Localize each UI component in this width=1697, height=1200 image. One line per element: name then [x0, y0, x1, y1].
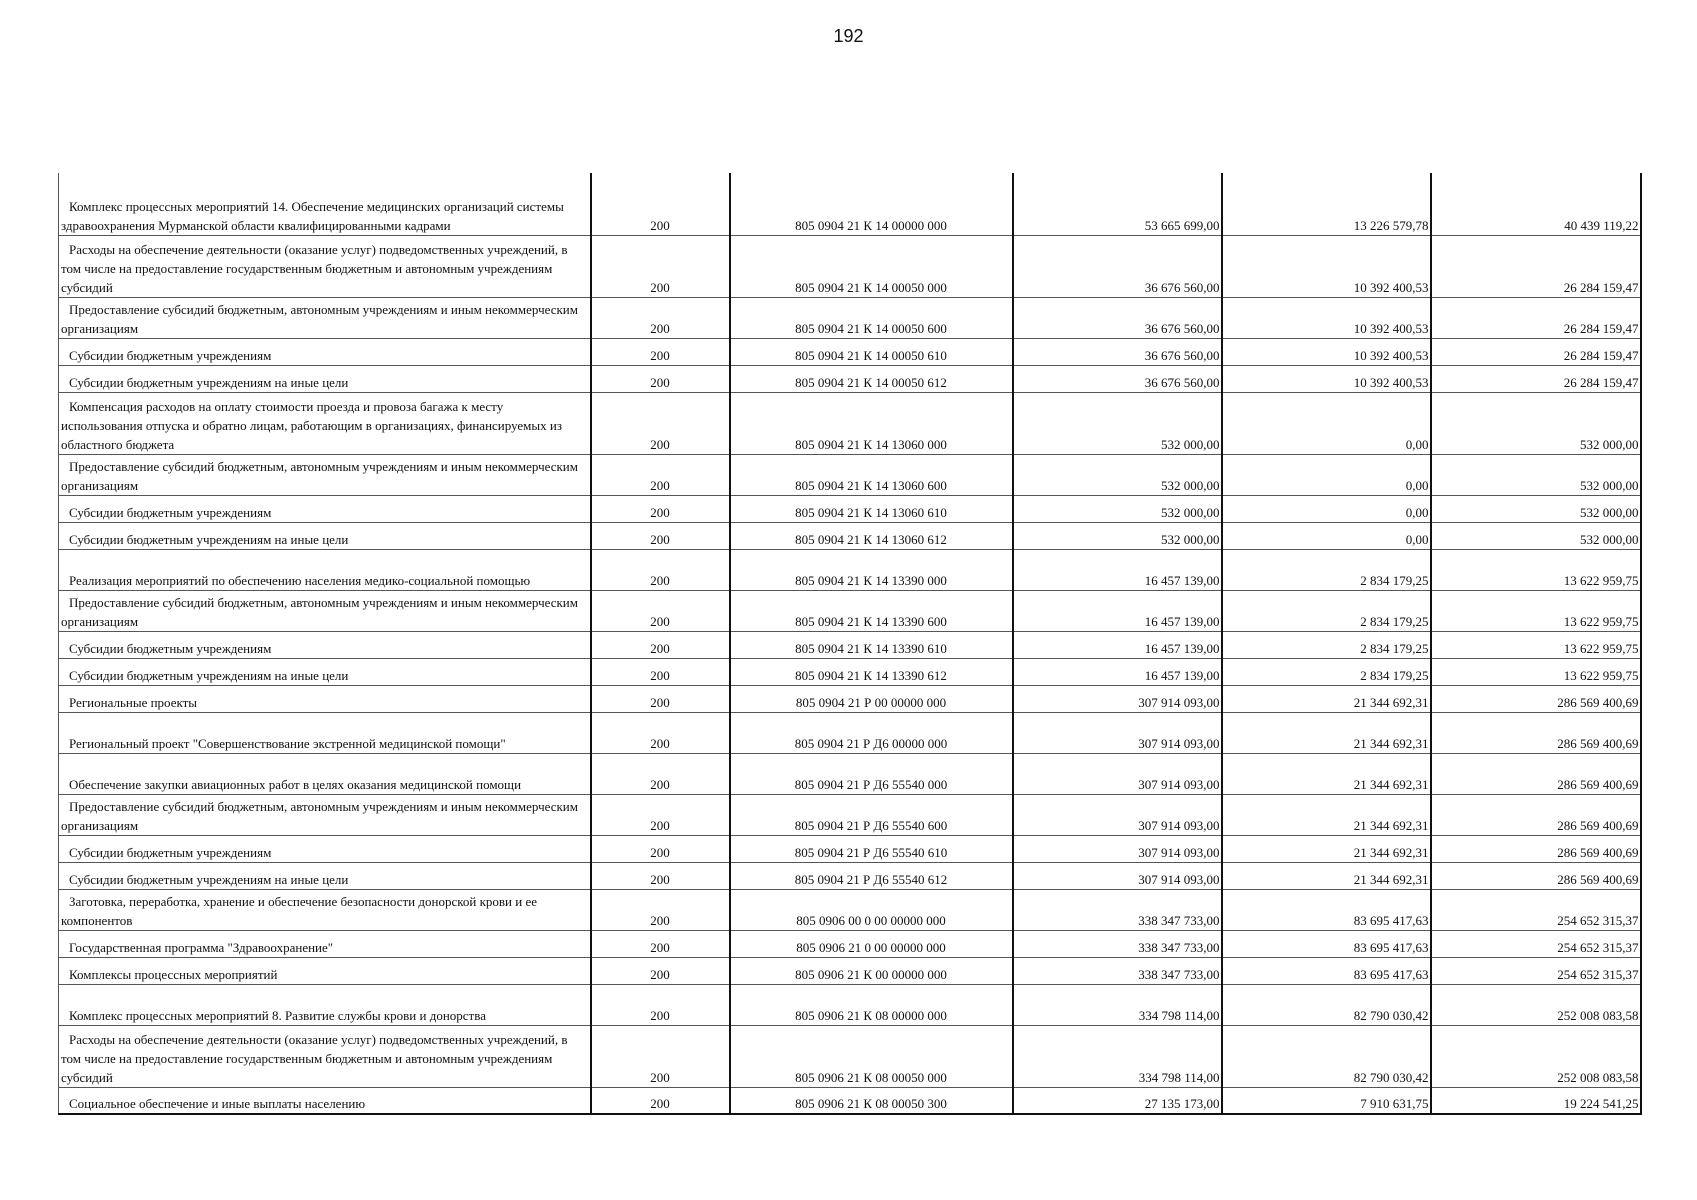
row-line-code-cell: 200	[591, 549, 730, 590]
table-row	[59, 658, 1641, 685]
row-executed-amount-cell: 7 910 631,75	[1222, 1087, 1431, 1114]
row-budget-code-cell: 805 0904 21 К 14 00000 000	[730, 173, 1013, 235]
row-line-code-cell: 200	[591, 392, 730, 454]
row-approved-amount-cell: 27 135 173,00	[1013, 1087, 1222, 1114]
table-row	[59, 631, 1641, 658]
row-executed-amount-cell: 82 790 030,42	[1222, 984, 1431, 1025]
row-executed-amount-cell: 0,00	[1222, 454, 1431, 495]
table-row	[59, 522, 1641, 549]
row-budget-code-cell: 805 0904 21 К 14 13060 600	[730, 454, 1013, 495]
row-approved-amount-cell: 36 676 560,00	[1013, 338, 1222, 365]
row-budget-code-cell: 805 0904 21 К 14 13390 600	[730, 590, 1013, 631]
row-approved-amount-cell: 338 347 733,00	[1013, 930, 1222, 957]
row-budget-code-cell: 805 0906 21 К 00 00000 000	[730, 957, 1013, 984]
row-name-cell	[59, 338, 591, 365]
row-name-cell	[59, 957, 591, 984]
row-remaining-amount-cell: 286 569 400,69	[1431, 753, 1641, 794]
row-name-text: Комплекс процессных мероприятий 8. Развитие службы крови и донорства	[69, 1007, 486, 1023]
row-approved-amount-cell: 53 665 699,00	[1013, 173, 1222, 235]
table-body	[59, 173, 1641, 1114]
row-budget-code-cell: 805 0904 21 К 14 13060 000	[730, 392, 1013, 454]
row-approved-amount-cell: 307 914 093,00	[1013, 835, 1222, 862]
row-executed-amount-cell: 21 344 692,31	[1222, 712, 1431, 753]
row-budget-code-cell: 805 0904 21 Р Д6 00000 000	[730, 712, 1013, 753]
row-executed-amount-cell: 10 392 400,53	[1222, 365, 1431, 392]
row-remaining-amount-cell: 254 652 315,37	[1431, 889, 1641, 930]
row-line-code-cell: 200	[591, 712, 730, 753]
row-name-text: Государственная программа "Здравоохранение"	[69, 939, 334, 955]
row-approved-amount-cell: 307 914 093,00	[1013, 685, 1222, 712]
row-approved-amount-cell: 36 676 560,00	[1013, 297, 1222, 338]
row-line-code-cell: 200	[591, 984, 730, 1025]
row-name-cell	[59, 1025, 591, 1087]
row-budget-code-cell: 805 0904 21 К 14 00050 612	[730, 365, 1013, 392]
row-name-cell	[59, 549, 591, 590]
row-executed-amount-cell: 2 834 179,25	[1222, 658, 1431, 685]
row-remaining-amount-cell: 26 284 159,47	[1431, 235, 1641, 297]
row-remaining-amount-cell: 19 224 541,25	[1431, 1087, 1641, 1114]
table-row	[59, 685, 1641, 712]
row-remaining-amount-cell: 254 652 315,37	[1431, 930, 1641, 957]
row-budget-code-cell: 805 0904 21 К 14 13390 000	[730, 549, 1013, 590]
row-budget-code-cell: 805 0904 21 К 14 00050 000	[730, 235, 1013, 297]
row-remaining-amount-cell: 13 622 959,75	[1431, 549, 1641, 590]
row-approved-amount-cell: 307 914 093,00	[1013, 712, 1222, 753]
row-name-text: Расходы на обеспечение деятельности (оказание услуг) подведомственных учреждений, в том числе на предоставление государственным бюджетным и автономным учреждениям субсидий	[61, 241, 568, 295]
row-remaining-amount-cell: 532 000,00	[1431, 495, 1641, 522]
row-name-text: Реализация мероприятий по обеспечению населения медико-социальной помощью	[69, 572, 531, 588]
row-name-cell	[59, 590, 591, 631]
row-line-code-cell: 200	[591, 454, 730, 495]
row-name-text: Региональные проекты	[69, 694, 198, 710]
row-name-cell	[59, 1087, 591, 1114]
row-approved-amount-cell: 16 457 139,00	[1013, 549, 1222, 590]
row-executed-amount-cell: 10 392 400,53	[1222, 338, 1431, 365]
row-executed-amount-cell: 2 834 179,25	[1222, 549, 1431, 590]
row-name-text: Субсидии бюджетным учреждениям	[69, 347, 272, 363]
table-row	[59, 984, 1641, 1025]
table-row	[59, 495, 1641, 522]
row-budget-code-cell: 805 0904 21 К 14 13060 610	[730, 495, 1013, 522]
row-remaining-amount-cell: 532 000,00	[1431, 454, 1641, 495]
table-row	[59, 590, 1641, 631]
row-line-code-cell: 200	[591, 522, 730, 549]
row-line-code-cell: 200	[591, 338, 730, 365]
row-remaining-amount-cell: 26 284 159,47	[1431, 297, 1641, 338]
row-approved-amount-cell: 36 676 560,00	[1013, 365, 1222, 392]
table-row	[59, 930, 1641, 957]
row-name-cell	[59, 297, 591, 338]
table-row	[59, 392, 1641, 454]
row-line-code-cell: 200	[591, 365, 730, 392]
row-executed-amount-cell: 0,00	[1222, 392, 1431, 454]
row-approved-amount-cell: 338 347 733,00	[1013, 889, 1222, 930]
row-executed-amount-cell: 21 344 692,31	[1222, 794, 1431, 835]
row-budget-code-cell: 805 0904 21 К 14 13060 612	[730, 522, 1013, 549]
row-executed-amount-cell: 21 344 692,31	[1222, 835, 1431, 862]
row-name-cell	[59, 173, 591, 235]
row-budget-code-cell: 805 0906 21 К 08 00000 000	[730, 984, 1013, 1025]
table-row	[59, 753, 1641, 794]
row-executed-amount-cell: 21 344 692,31	[1222, 685, 1431, 712]
row-executed-amount-cell: 2 834 179,25	[1222, 631, 1431, 658]
row-remaining-amount-cell: 286 569 400,69	[1431, 685, 1641, 712]
row-line-code-cell: 200	[591, 658, 730, 685]
row-name-text: Расходы на обеспечение деятельности (оказание услуг) подведомственных учреждений, в том числе на предоставление государственным бюджетным и автономным учреждениям субсидий	[61, 1031, 568, 1085]
row-executed-amount-cell: 21 344 692,31	[1222, 753, 1431, 794]
row-line-code-cell: 200	[591, 862, 730, 889]
row-line-code-cell: 200	[591, 495, 730, 522]
row-name-text: Обеспечение закупки авиационных работ в целях оказания медицинской помощи	[69, 776, 522, 792]
row-approved-amount-cell: 532 000,00	[1013, 454, 1222, 495]
row-remaining-amount-cell: 532 000,00	[1431, 522, 1641, 549]
row-name-cell	[59, 658, 591, 685]
row-approved-amount-cell: 338 347 733,00	[1013, 957, 1222, 984]
budget-execution-table	[58, 173, 1642, 1115]
row-executed-amount-cell: 21 344 692,31	[1222, 862, 1431, 889]
row-remaining-amount-cell: 254 652 315,37	[1431, 957, 1641, 984]
table-row	[59, 173, 1641, 235]
row-executed-amount-cell: 83 695 417,63	[1222, 930, 1431, 957]
row-budget-code-cell: 805 0904 21 Р Д6 55540 600	[730, 794, 1013, 835]
row-approved-amount-cell: 532 000,00	[1013, 495, 1222, 522]
row-name-text: Предоставление субсидий бюджетным, автономным учреждениям и иным некоммерческим организациям	[61, 798, 578, 833]
row-line-code-cell: 200	[591, 685, 730, 712]
row-executed-amount-cell: 83 695 417,63	[1222, 889, 1431, 930]
row-name-cell	[59, 862, 591, 889]
table-row	[59, 549, 1641, 590]
row-line-code-cell: 200	[591, 297, 730, 338]
row-name-cell	[59, 365, 591, 392]
row-name-text: Региональный проект "Совершенствование экстренной медицинской помощи"	[69, 735, 506, 751]
row-remaining-amount-cell: 252 008 083,58	[1431, 984, 1641, 1025]
row-executed-amount-cell: 83 695 417,63	[1222, 957, 1431, 984]
row-name-cell	[59, 392, 591, 454]
row-remaining-amount-cell: 40 439 119,22	[1431, 173, 1641, 235]
row-line-code-cell: 200	[591, 1025, 730, 1087]
row-executed-amount-cell: 10 392 400,53	[1222, 297, 1431, 338]
table-row	[59, 338, 1641, 365]
row-approved-amount-cell: 307 914 093,00	[1013, 794, 1222, 835]
row-budget-code-cell: 805 0904 21 К 14 00050 600	[730, 297, 1013, 338]
row-line-code-cell: 200	[591, 173, 730, 235]
row-remaining-amount-cell: 286 569 400,69	[1431, 794, 1641, 835]
row-name-text: Комплекс процессных мероприятий 14. Обеспечение медицинских организаций системы здравоохранения Мурманской области квалифицированными кадрами	[61, 198, 564, 233]
row-approved-amount-cell: 532 000,00	[1013, 522, 1222, 549]
row-budget-code-cell: 805 0906 00 0 00 00000 000	[730, 889, 1013, 930]
row-name-cell	[59, 685, 591, 712]
table-row	[59, 1087, 1641, 1114]
row-budget-code-cell: 805 0904 21 Р Д6 55540 610	[730, 835, 1013, 862]
row-executed-amount-cell: 2 834 179,25	[1222, 590, 1431, 631]
row-executed-amount-cell: 13 226 579,78	[1222, 173, 1431, 235]
row-budget-code-cell: 805 0904 21 Р Д6 55540 000	[730, 753, 1013, 794]
row-name-text: Субсидии бюджетным учреждениям на иные цели	[69, 871, 349, 887]
row-name-cell	[59, 235, 591, 297]
row-remaining-amount-cell: 13 622 959,75	[1431, 658, 1641, 685]
row-remaining-amount-cell: 26 284 159,47	[1431, 338, 1641, 365]
row-budget-code-cell: 805 0904 21 К 14 00050 610	[730, 338, 1013, 365]
row-line-code-cell: 200	[591, 590, 730, 631]
row-executed-amount-cell: 82 790 030,42	[1222, 1025, 1431, 1087]
row-name-cell	[59, 794, 591, 835]
row-remaining-amount-cell: 26 284 159,47	[1431, 365, 1641, 392]
table-row	[59, 862, 1641, 889]
row-remaining-amount-cell: 13 622 959,75	[1431, 631, 1641, 658]
row-name-cell	[59, 522, 591, 549]
row-approved-amount-cell: 532 000,00	[1013, 392, 1222, 454]
row-budget-code-cell: 805 0904 21 К 14 13390 612	[730, 658, 1013, 685]
table-row	[59, 835, 1641, 862]
row-remaining-amount-cell: 286 569 400,69	[1431, 712, 1641, 753]
row-remaining-amount-cell: 252 008 083,58	[1431, 1025, 1641, 1087]
row-name-text: Компенсация расходов на оплату стоимости проезда и провоза багажа к месту использования отпуска и обратно лицам, работающим в организациях, финансируемых из областного бюджета	[61, 398, 562, 452]
row-approved-amount-cell: 334 798 114,00	[1013, 984, 1222, 1025]
row-remaining-amount-cell: 532 000,00	[1431, 392, 1641, 454]
row-executed-amount-cell: 0,00	[1222, 495, 1431, 522]
row-name-text: Субсидии бюджетным учреждениям на иные цели	[69, 531, 349, 547]
row-name-cell	[59, 631, 591, 658]
row-name-cell	[59, 753, 591, 794]
row-name-cell	[59, 889, 591, 930]
row-name-cell	[59, 835, 591, 862]
row-line-code-cell: 200	[591, 957, 730, 984]
row-line-code-cell: 200	[591, 794, 730, 835]
table-row	[59, 365, 1641, 392]
row-name-text: Социальное обеспечение и иные выплаты населению	[69, 1096, 366, 1111]
row-line-code-cell: 200	[591, 889, 730, 930]
row-budget-code-cell: 805 0906 21 0 00 00000 000	[730, 930, 1013, 957]
table-row	[59, 712, 1641, 753]
row-line-code-cell: 200	[591, 835, 730, 862]
row-budget-code-cell: 805 0904 21 Р 00 00000 000	[730, 685, 1013, 712]
row-name-cell	[59, 984, 591, 1025]
page-number: 192	[833, 26, 864, 46]
row-executed-amount-cell: 10 392 400,53	[1222, 235, 1431, 297]
row-name-cell	[59, 930, 591, 957]
row-name-cell	[59, 454, 591, 495]
table-row	[59, 889, 1641, 930]
row-approved-amount-cell: 16 457 139,00	[1013, 658, 1222, 685]
row-name-cell	[59, 712, 591, 753]
row-name-text: Субсидии бюджетным учреждениям	[69, 640, 272, 656]
row-approved-amount-cell: 334 798 114,00	[1013, 1025, 1222, 1087]
row-budget-code-cell: 805 0906 21 К 08 00050 000	[730, 1025, 1013, 1087]
row-budget-code-cell: 805 0904 21 Р Д6 55540 612	[730, 862, 1013, 889]
row-budget-code-cell: 805 0904 21 К 14 13390 610	[730, 631, 1013, 658]
table-row	[59, 297, 1641, 338]
row-name-text: Предоставление субсидий бюджетным, автономным учреждениям и иным некоммерческим организациям	[61, 301, 578, 336]
row-approved-amount-cell: 36 676 560,00	[1013, 235, 1222, 297]
table-row	[59, 454, 1641, 495]
row-remaining-amount-cell: 13 622 959,75	[1431, 590, 1641, 631]
row-name-text: Заготовка, переработка, хранение и обеспечение безопасности донорской крови и ее компонентов	[61, 893, 538, 928]
row-approved-amount-cell: 307 914 093,00	[1013, 753, 1222, 794]
row-approved-amount-cell: 16 457 139,00	[1013, 590, 1222, 631]
table-row	[59, 1025, 1641, 1087]
row-name-text: Субсидии бюджетным учреждениям на иные цели	[69, 667, 349, 683]
row-name-text: Комплексы процессных мероприятий	[69, 966, 278, 982]
row-executed-amount-cell: 0,00	[1222, 522, 1431, 549]
row-line-code-cell: 200	[591, 753, 730, 794]
row-remaining-amount-cell: 286 569 400,69	[1431, 862, 1641, 889]
row-line-code-cell: 200	[591, 631, 730, 658]
row-line-code-cell: 200	[591, 1087, 730, 1114]
row-approved-amount-cell: 16 457 139,00	[1013, 631, 1222, 658]
table-row	[59, 235, 1641, 297]
row-name-cell	[59, 495, 591, 522]
row-budget-code-cell: 805 0906 21 К 08 00050 300	[730, 1087, 1013, 1114]
row-name-text: Субсидии бюджетным учреждениям	[69, 844, 272, 860]
row-line-code-cell: 200	[591, 930, 730, 957]
row-approved-amount-cell: 307 914 093,00	[1013, 862, 1222, 889]
row-name-text: Предоставление субсидий бюджетным, автономным учреждениям и иным некоммерческим организациям	[61, 458, 578, 493]
row-name-text: Предоставление субсидий бюджетным, автономным учреждениям и иным некоммерческим организациям	[61, 594, 578, 629]
table-row	[59, 794, 1641, 835]
row-line-code-cell: 200	[591, 235, 730, 297]
row-name-text: Субсидии бюджетным учреждениям на иные цели	[69, 374, 349, 390]
table-row	[59, 957, 1641, 984]
row-name-text: Субсидии бюджетным учреждениям	[69, 504, 272, 520]
row-remaining-amount-cell: 286 569 400,69	[1431, 835, 1641, 862]
